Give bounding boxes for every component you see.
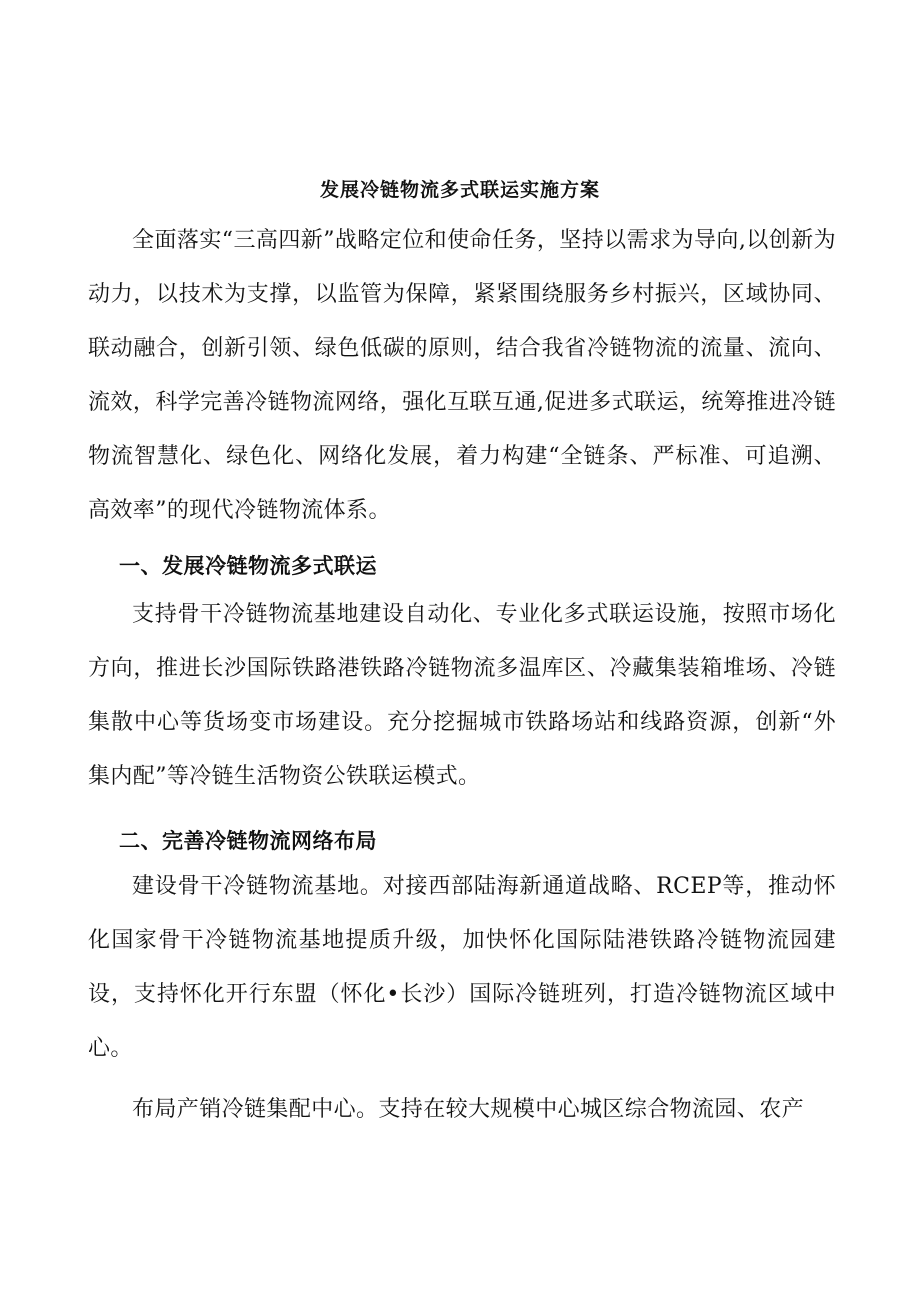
section-1-paragraph-1: 支持骨干冷链物流基地建设自动化、专业化多式联运设施，按照市场化方向，推进长沙国际铁路港铁路冷链物流多温库区、冷藏集装箱堆场、冷链集散中心等货场变市场建设。充分挖掘城市铁路场站和线路资源，创新“外集内配”等冷链生活物资公铁联运模式。 [88,602,836,789]
section-heading-1: 一、发展冷链物流多式联运 [119,553,377,578]
section-2-paragraph-2: 布局产销冷链集配中心。支持在较大规模中心城区综合物流园、农产 [132,1097,805,1122]
intro-paragraph: 全面落实“三高四新”战略定位和使命任务，坚持以需求为导向,以创新为动力，以技术为支撑，以监管为保障，紧紧围绕服务乡村振兴，区域协同、联动融合，创新引领、绿色低碳的原则，结合我省冷链物流的流量、流向、流效，科学完善冷链物流网络，强化互联互通,促进多式联运，统筹推进冷链物流智慧化、绿色化、网络化发展，着力构建“全链条、严标准、可追溯、高效率”的现代冷链物流体系。 [88,228,836,523]
document-title: 发展冷链物流多式联运实施方案 [319,179,600,201]
section-2-paragraph-1: 建设骨干冷链物流基地。对接西部陆海新通道战略、RCEP等，推动怀化国家骨干冷链物流基地提质升级，加快怀化国际陆港铁路冷链物流园建设，支持怀化开行东盟（怀化•长沙）国际冷链班列，打造冷链物流区域中心。 [88,874,836,1061]
section-heading-2: 二、完善冷链物流网络布局 [119,828,377,853]
